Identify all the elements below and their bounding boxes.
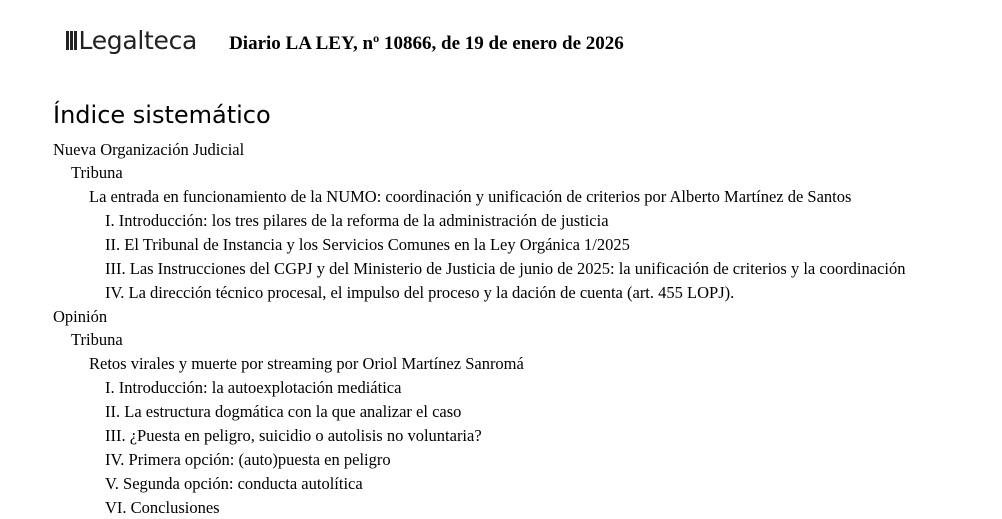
toc-chapter-link[interactable]: II. La estructura dogmática con la que analizar el caso: [105, 402, 462, 421]
toc-subsection-heading[interactable]: Tribuna: [71, 163, 123, 182]
legalteca-logo[interactable]: [66, 26, 197, 55]
logo-bars-icon: [66, 31, 77, 50]
logo-text: Legalteca: [78, 26, 198, 55]
toc-chapter-link[interactable]: I. Introducción: la autoexplotación mediática: [105, 378, 402, 397]
toc-chapter-link[interactable]: II. El Tribunal de Instancia y los Servicios Comunes en la Ley Orgánica 1/2025: [105, 235, 630, 254]
toc-chapter-link[interactable]: VI. Conclusiones: [105, 498, 220, 517]
toc-chapter-link[interactable]: V. Segunda opción: conducta autolítica: [105, 474, 363, 493]
toc-article-link[interactable]: Retos virales y muerte por streaming por Oriol Martínez Sanromá: [89, 354, 524, 373]
toc-chapter-link[interactable]: IV. Primera opción: (auto)puesta en peligro: [105, 450, 391, 469]
toc-chapter-link[interactable]: III. ¿Puesta en peligro, suicidio o autolisis no voluntaria?: [105, 426, 482, 445]
toc-section-heading[interactable]: Opinión: [53, 307, 108, 326]
toc-section-heading[interactable]: Nueva Organización Judicial: [53, 140, 245, 159]
toc-chapter-link[interactable]: I. Introducción: los tres pilares de la reforma de la administración de justicia: [105, 211, 609, 230]
toc-chapter-link[interactable]: IV. La dirección técnico procesal, el impulso del proceso y la dación de cuenta (art. 455 LOPJ).: [105, 283, 735, 302]
toc-article-link[interactable]: La entrada en funcionamiento de la NUMO: coordinación y unificación de criterios por Alberto Martínez de Santos: [89, 187, 852, 206]
toc-subsection-heading[interactable]: Tribuna: [71, 330, 123, 349]
index-title: Índice sistemático: [53, 101, 271, 129]
document-title: Diario LA LEY, nº 10866, de 19 de enero de 2026: [229, 33, 624, 54]
toc-chapter-link[interactable]: III. Las Instrucciones del CGPJ y del Ministerio de Justicia de junio de 2025: la unificación de criterios y la coordinación: [105, 259, 906, 278]
document-header: [66, 26, 624, 55]
